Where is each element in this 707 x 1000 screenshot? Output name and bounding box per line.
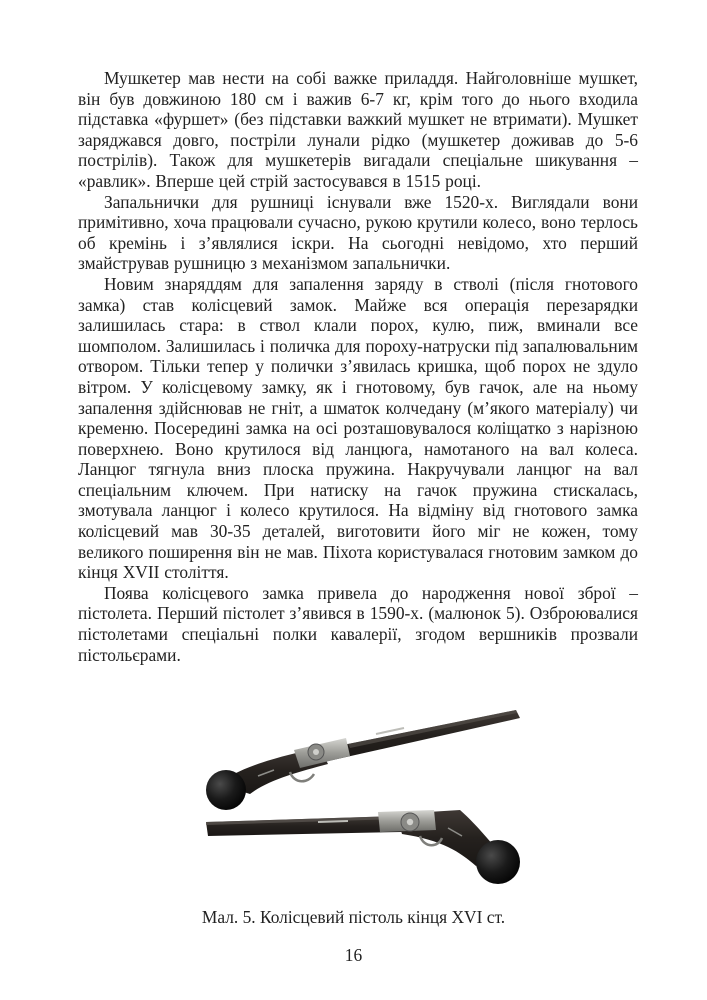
pistol-bottom <box>206 810 520 884</box>
paragraph-lighters: Запальнички для рушниці існували вже 1520-х. Виглядали вони примітивно, хоча працювали сучасно, рукою крутили колесо, воно терлось об кремінь і з’являлися іскри. На сьогодні невідомо, хто перший змайстрував рушницю з механізмом запальнички. <box>78 191 638 274</box>
pommel-ball-icon <box>206 770 246 810</box>
paragraph-musketeer: Мушкетер мав нести на собі важке приладдя. Найголовніше мушкет, він був довжиною 180 см і важив 6-7 кг, крім того до нього входила підставка «фуршет» (без підставки важкий мушкет не втримати). Мушкет заряджався довго, постріли лунали рідко (мушкетер доживав до 5-6 пострілів). Також для мушкетерів вигадали спеціальне шикування – «равлик». Вперше цей стрій застосувався в 1515 році. <box>78 68 638 191</box>
pommel-ball-icon <box>476 840 520 884</box>
wheellock-pistols-illustration <box>198 698 528 896</box>
body-text <box>78 68 638 665</box>
paragraph-pistol: Поява колісцевого замка привела до народження нової зброї – пістолета. Перший пістолет з’явився в 1590-х. (малюнок 5). Озброювалися пістолетами спеціальні полки кавалерії, згодом вершників прозвали пістольєрами. <box>78 582 638 665</box>
paragraph-wheellock: Новим знаряддям для запалення заряду в стволі (після гнотового замка) став колісцевий замок. Майже вся операція перезарядки залишилась стара: в ствол клали порох, кулю, пиж, вминали все шомполом. Залишилась і поличка для пороху-натруски під запалювальним отвором. Тільки тепер у полички з’явилась кришка, щоб порох не здуло вітром. У колісцевому замку, як і гнотовому, був гачок, але на ньому запалення здійснював не гніт, а шматок колчедану (м’якого матеріалу) чи кременю. Посередині замка на осі розташовувалося коліщатко з нарізною поверхнею. Воно крутилося від ланцюга, намотаного на вал колеса. Ланцюг тягнула вниз плоска пружина. Накручували ланцюг на вал спеціальним ключем. При натиску на гачок пружина стискалась, змотувала ланцюг і колесо крутилося. На відміну від гнотового замка колісцевий мав 30-35 деталей, виготовити його міг не кожен, тому великого поширення він не мав. Піхота користувалася гнотовим замком до кінця XVII століття. <box>78 273 638 583</box>
pistol-top <box>206 710 520 810</box>
page-number: 16 <box>344 945 363 965</box>
figure-caption: Мал. 5. Колісцевий пістоль кінця XVI ст. <box>201 907 506 927</box>
